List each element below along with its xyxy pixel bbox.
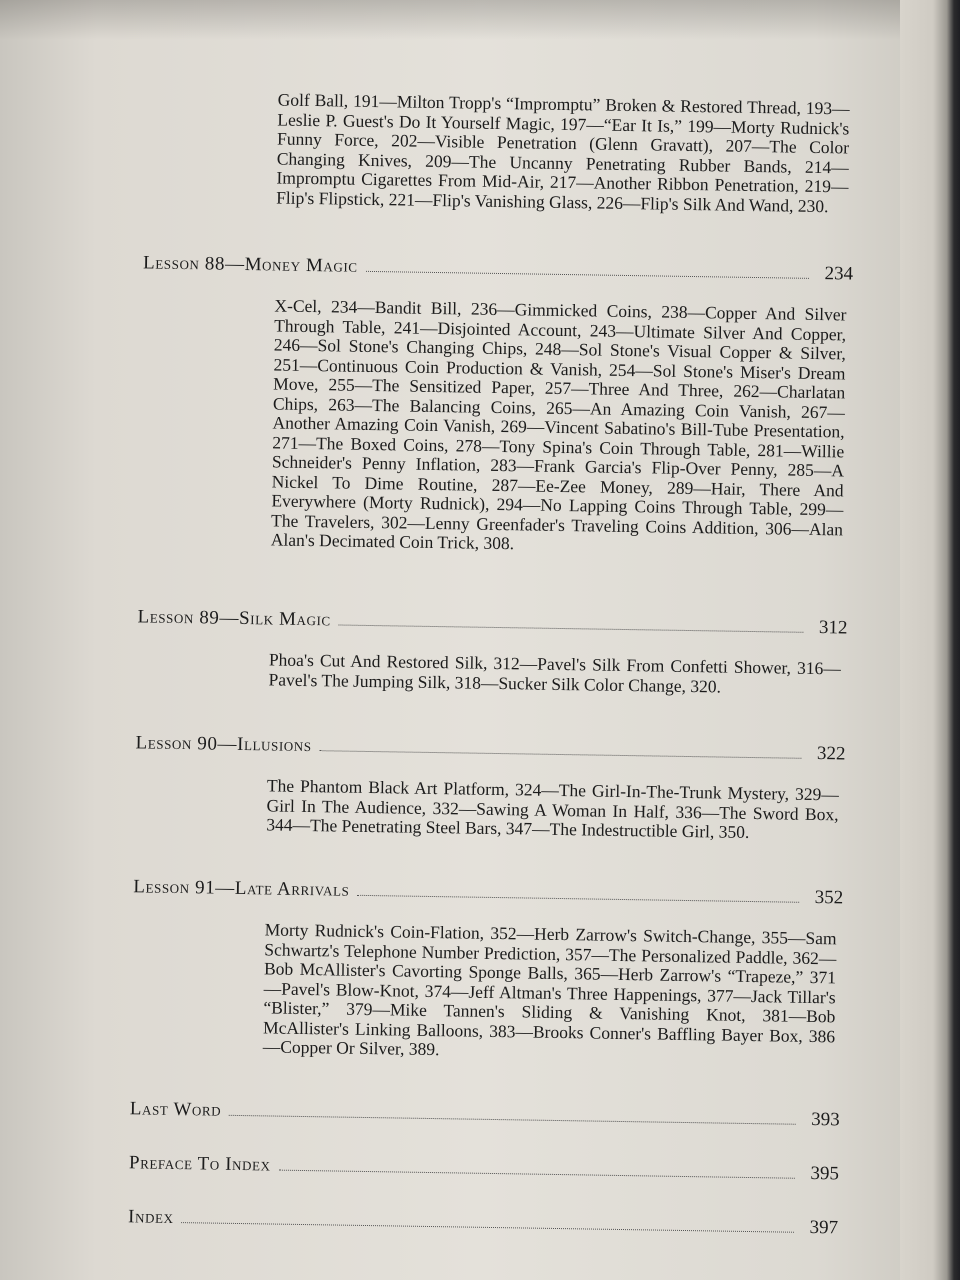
toc-entry-lesson-89 [137, 606, 847, 641]
dot-leader [339, 625, 804, 633]
lesson-title: Lesson 88—Money Magic [142, 252, 358, 277]
page-number: 234 [824, 263, 854, 285]
dot-leader [366, 271, 809, 279]
page-number: 393 [811, 1108, 840, 1131]
dot-leader [279, 1170, 795, 1179]
lesson-title: Lesson 89—Silk Magic [137, 606, 331, 631]
section-title: Index [127, 1206, 174, 1228]
book-cover-edge [900, 0, 960, 1280]
lesson-contents: Morty Rudnick's Coin-Flation, 352—Herb Zarrow's Switch-Change, 355—Sam Schwartz's Telephone Number Prediction, 357—The Personalized Paddle, 362—Bob McAllister's Cavorting Sponge Balls, 365—Herb Zarrow's “Trapeze,” 371—Pavel's Blow-Knot, 374—Jeff Altman's Three Happenings, 377—Jack Tillar's “Blister,” 379—Mike Tannen's Sliding & Vanishing Knot, 381—Bob McAllister's Linking Balloons, 383—Brooks Conner's Baffling Bayer Box, 386—Copper Or Silver, 389. [262, 919, 837, 1060]
lesson-contents: X-Cel, 234—Bandit Bill, 236—Gimmicked Coins, 238—Copper And Silver Through Table, 241—Disjointed Account, 243—Ultimate Silver And Copper, 246—Sol Stone's Changing Chips, 248—Sol Stone's Visual Copper & Silver, 251—Continuous Coin Production & Vanish, 254—Sol Stone's Miser's Dream Move, 255—The Sensitized Paper, 257—Three And Three, 262—Charlatan Chips, 263—The Balancing Coins, 265—An Amazing Coin Vanish, 267—Another Amazing Coin Vanish, 269—Vincent Sabatino's Bill-Tube Presentation, 271—The Boxed Coins, 278—Tony Spina's Coin Through Table, 281—Willie Schneider's Penny Inflation, 283—Frank Garcia's Flip-Over Penny, 285—A Nickel To Dime Routine, 287—Ee-Zee Money, 289—Hair, There And Everywhere (Morty Rudnick), 294—No Lapping Coins Through Table, 299—The Travelers, 302—Lenny Greenfader's Traveling Coins Addition, 306—Alan Alan's Decimated Coin Trick, 308. [270, 295, 847, 554]
page-number: 395 [810, 1162, 840, 1185]
lesson-title: Lesson 91—Late Arrivals [133, 876, 350, 901]
toc-entry-preface-to-index [129, 1152, 839, 1187]
toc-entry-index [128, 1206, 838, 1241]
lesson-contents: The Phantom Black Art Platform, 324—The Girl-In-The-Trunk Mystery, 329—Girl In The Audience, 332—Sawing A Woman In Half, 336—The Sword Box, 344—The Penetrating Steel Bars, 347—The Indestructible Girl, 350. [266, 775, 840, 842]
section-title: Last Word [129, 1098, 222, 1121]
toc-entry-lesson-90 [135, 732, 845, 767]
page-number: 322 [816, 743, 846, 765]
section-title: Preface To Index [128, 1152, 271, 1176]
contents-page [101, 80, 899, 1272]
dot-leader [357, 895, 799, 903]
toc-entry-lesson-88 [143, 252, 853, 287]
page-number: 397 [809, 1216, 839, 1239]
lesson-contents: Phoa's Cut And Restored Silk, 312—Pavel's Silk From Confetti Shower, 316—Pavel's The Jumping Silk, 318—Sucker Silk Color Change, 320. [268, 649, 842, 697]
toc-entry-last-word [130, 1098, 840, 1133]
page-shadow [0, 0, 960, 40]
page-number: 352 [814, 887, 844, 909]
dot-leader [229, 1115, 796, 1125]
lesson-title: Lesson 90—Illusions [135, 732, 312, 757]
dot-leader [320, 750, 802, 759]
toc-entry-lesson-91 [133, 876, 843, 911]
page-number: 312 [818, 617, 848, 639]
dot-leader [181, 1222, 794, 1233]
continued-contents-text: Golf Ball, 191—Milton Tropp's “Impromptu” Broken & Restored Thread, 193—Leslie P. Guest's Do It Yourself Magic, 197—“Ear It Is,” 199—Morty Rudnick's Funny Force, 202—Visible Penetration (Glenn Gravatt), 207—The Color Changing Knives, 209—The Uncanny Penetrating Rubber Bands, 214—Impromptu Cigarettes From Mid-Air, 217—Another Ribbon Penetration, 219—Flip's Flipstick, 221—Flip's Vanishing Glass, 226—Flip's Silk And Wand, 230. [276, 89, 850, 216]
